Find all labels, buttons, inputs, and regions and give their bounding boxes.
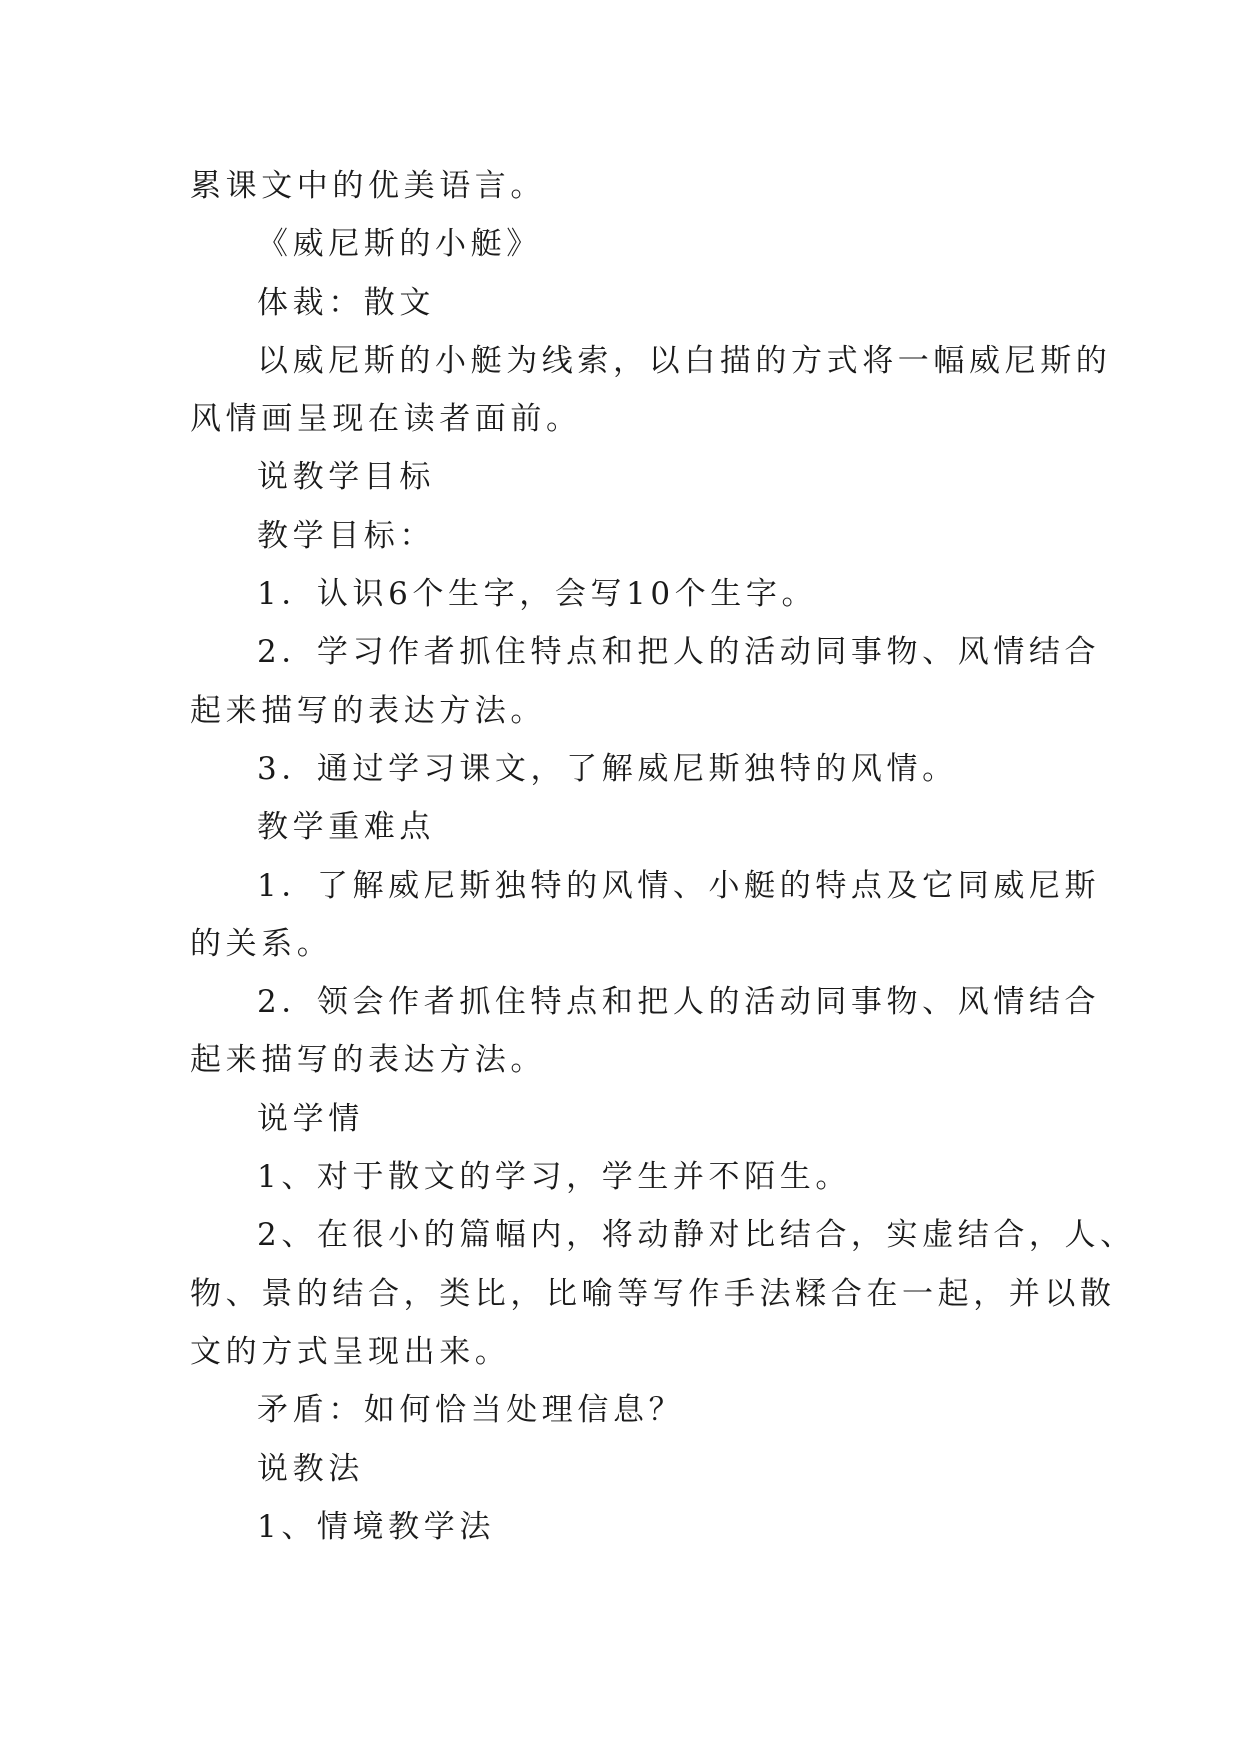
text-line: 以威尼斯的小艇为线索，以白描的方式将一幅威尼斯的 [257,342,1112,379]
list-item: 1．认识6个生字，会写10个生字。 [257,576,818,613]
section-heading: 说学情 [257,1100,364,1137]
list-item: 2、在很小的篇幅内，将动静对比结合，实虚结合，人、 [257,1217,1136,1254]
section-heading: 说教学目标 [257,459,435,496]
text-line: 的关系。 [190,925,333,962]
text-line: 风情画呈现在读者面前。 [190,401,582,438]
text-line: 文的方式呈现出来。 [190,1333,511,1370]
text-line: 体裁：散文 [257,284,435,321]
document-body [190,157,1136,1556]
text-line: 累课文中的优美语言。 [190,168,546,204]
list-item: 1、情境教学法 [257,1508,495,1545]
list-item: 3．通过学习课文，了解威尼斯独特的风情。 [257,750,958,787]
section-heading: 教学重难点 [257,809,435,846]
text-line: 物、景的结合，类比，比喻等写作手法糅合在一起，并以散 [190,1275,1116,1312]
list-item: 2．领会作者抓住特点和把人的活动同事物、风情结合 [257,984,1101,1021]
text-line: 起来描写的表达方法。 [190,692,546,729]
text-line: 教学目标： [257,517,435,554]
text-line: 起来描写的表达方法。 [190,1042,546,1079]
text-line: 矛盾：如何恰当处理信息？ [257,1392,685,1429]
lesson-title: 《威尼斯的小艇》 [257,226,542,263]
section-heading: 说教法 [257,1450,364,1487]
list-item: 1．了解威尼斯独特的风情、小艇的特点及它同威尼斯 [257,867,1101,904]
list-item: 1、对于散文的学习，学生并不陌生。 [257,1159,851,1196]
list-item: 2．学习作者抓住特点和把人的活动同事物、风情结合 [257,634,1101,671]
